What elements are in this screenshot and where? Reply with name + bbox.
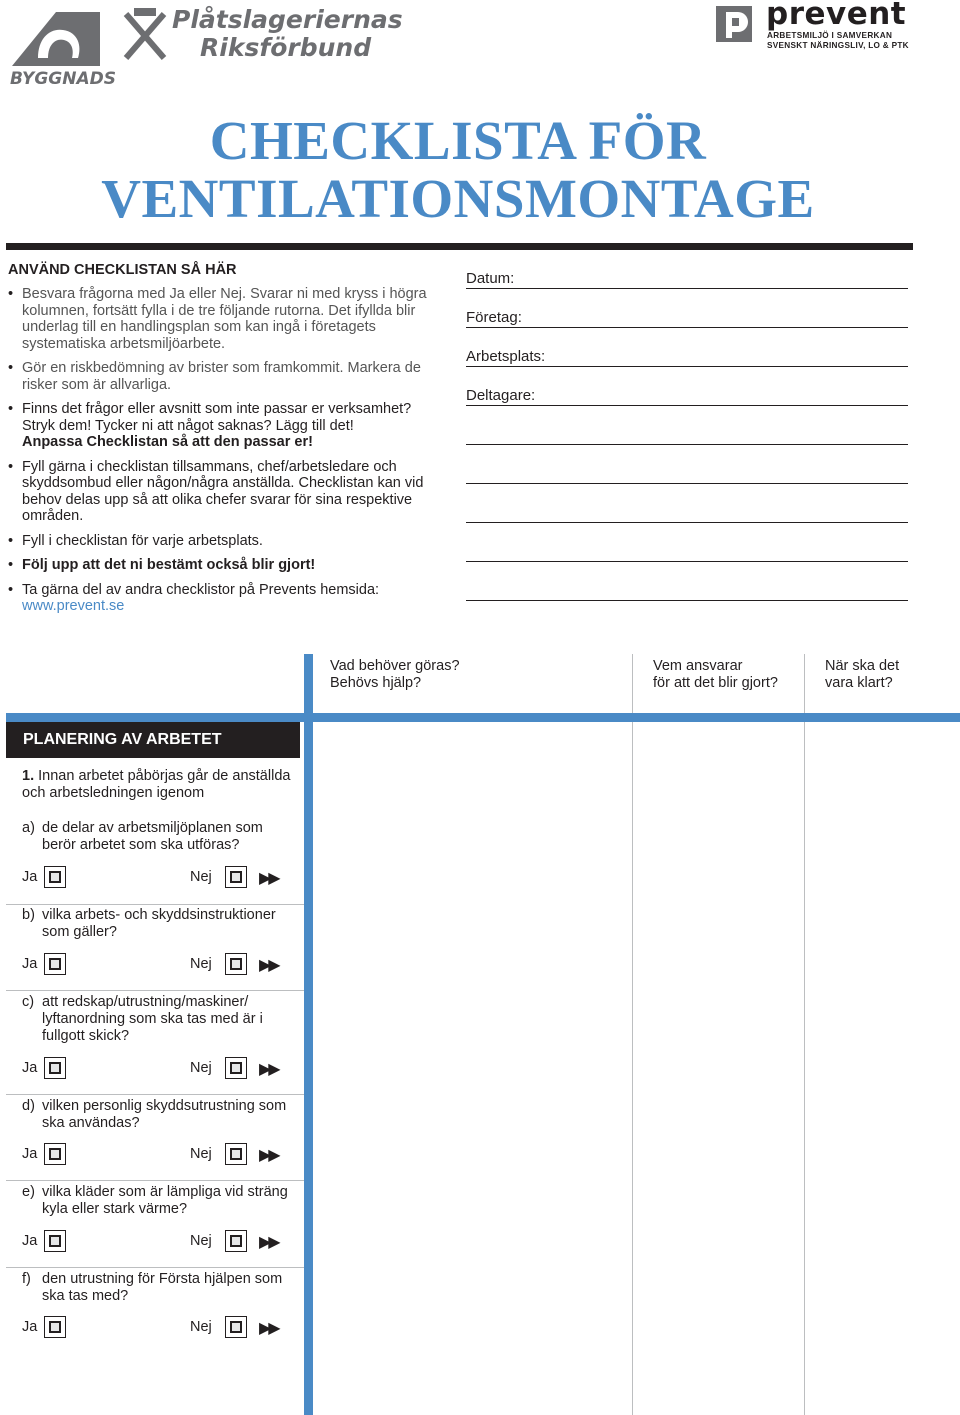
- section-heading: PLANERING AV ARBETET: [6, 722, 300, 758]
- nej-checkbox[interactable]: [225, 1230, 247, 1252]
- ja-checkbox[interactable]: [44, 1057, 66, 1079]
- question-item-e: e) vilka kläder som är lämpliga vid sträng kyla eller stark värme?: [22, 1184, 288, 1217]
- ja-checkbox[interactable]: [44, 953, 66, 975]
- row-separator: [6, 904, 304, 905]
- row-separator: [6, 1267, 304, 1268]
- arbetsplats-field[interactable]: Arbetsplats:: [466, 328, 908, 367]
- instruction-item: • Följ upp att det ni bestämt också blir gjort!: [8, 557, 438, 574]
- instruction-item: • Fyll gärna i checklistan tillsammans, chef/arbetsledare och skyddsombud eller någon/några anställda. Checklistan kan vid behov delas upp så att olika chefer svarar för sina respektive områden.: [8, 459, 438, 525]
- ja-checkbox[interactable]: [44, 866, 66, 888]
- answer-row-a: Ja Nej ▶▶: [22, 866, 302, 892]
- row-separator: [6, 1180, 304, 1181]
- instruction-item: • Besvara frågorna med Ja eller Nej. Svarar ni med kryss i högra kolumnen, fortsätt fylla i de tre följande rutorna. Det ifyllda blir underlag till en handlingsplan som kan ingå i företagets systematiska arbetsmiljöarbete.: [8, 286, 438, 352]
- ja-checkbox[interactable]: [44, 1143, 66, 1165]
- question-item-c: c) att redskap/utrustning/maskiner/ lyftanordning som ska tas med är i fullgott skick?: [22, 994, 263, 1044]
- deltagare-line[interactable]: [466, 523, 908, 562]
- title-divider: [6, 243, 913, 250]
- answer-row-d: Ja Nej ▶▶: [22, 1143, 302, 1169]
- column-header-who: Vem ansvarar för att det blir gjort?: [653, 658, 778, 691]
- plat-logo-text: Plåtslageriernas Riksförbund: [172, 5, 403, 62]
- answer-row-c: Ja Nej ▶▶: [22, 1057, 302, 1083]
- answer-row-e: Ja Nej ▶▶: [22, 1230, 302, 1256]
- datum-field[interactable]: Datum:: [466, 266, 908, 289]
- instructions-list: [8, 286, 438, 623]
- continue-arrow-icon: ▶▶: [259, 1147, 278, 1164]
- question-item-f: f) den utrustning för Första hjälpen som ska tas med?: [22, 1271, 283, 1304]
- info-form: [466, 266, 908, 601]
- column-divider: [804, 654, 805, 1415]
- instruction-item: • Ta gärna del av andra checklistor på Prevents hemsida: www.prevent.se: [8, 582, 438, 615]
- nej-checkbox[interactable]: [225, 1057, 247, 1079]
- question-item-b: b) vilka arbets- och skyddsinstruktioner som gäller?: [22, 907, 276, 940]
- continue-arrow-icon: ▶▶: [259, 1061, 278, 1078]
- answer-row-b: Ja Nej ▶▶: [22, 953, 302, 979]
- prevent-link[interactable]: www.prevent.se: [22, 598, 125, 614]
- column-divider: [632, 654, 633, 1415]
- prevent-tagline: ARBETSMILJÖ I SAMVERKAN SVENSKT NÄRINGSLIV, LO & PTK: [767, 31, 909, 50]
- foretag-field[interactable]: Företag:: [466, 289, 908, 328]
- plat-tools-icon: [120, 6, 170, 64]
- row-separator: [6, 1094, 304, 1095]
- instructions-heading: ANVÄND CHECKLISTAN SÅ HÄR: [8, 262, 237, 278]
- instruction-item: • Fyll i checklistan för varje arbetsplats.: [8, 533, 438, 550]
- nej-checkbox[interactable]: [225, 1143, 247, 1165]
- ja-checkbox[interactable]: [44, 1230, 66, 1252]
- svg-text:BYGGNADS: BYGGNADS: [10, 69, 116, 89]
- table-horizontal-bar: [6, 713, 960, 722]
- column-header-what: Vad behöver göras? Behövs hjälp?: [330, 658, 460, 691]
- byggnads-logo: [8, 8, 116, 90]
- continue-arrow-icon: ▶▶: [259, 1234, 278, 1251]
- page-title: CHECKLISTA FÖR VENTILATIONSMONTAGE: [101, 110, 815, 229]
- deltagare-field[interactable]: Deltagare:: [466, 367, 908, 406]
- continue-arrow-icon: ▶▶: [259, 870, 278, 887]
- continue-arrow-icon: ▶▶: [259, 1320, 278, 1337]
- deltagare-line[interactable]: [466, 445, 908, 484]
- instruction-item: • Finns det frågor eller avsnitt som inte passar er verksamhet? Stryk dem! Tycker ni att något saknas? Lägg till det! Anpassa Checklistan så att den passar er!: [8, 401, 438, 451]
- prevent-logo-word: prevent: [766, 0, 907, 32]
- question-item-d: d) vilken personlig skyddsutrustning som ska användas?: [22, 1098, 287, 1131]
- ja-checkbox[interactable]: [44, 1316, 66, 1338]
- table-vertical-bar: [304, 654, 313, 1415]
- row-separator: [6, 990, 304, 991]
- continue-arrow-icon: ▶▶: [259, 957, 278, 974]
- nej-checkbox[interactable]: [225, 1316, 247, 1338]
- column-header-when: När ska det vara klart?: [825, 658, 900, 691]
- question-1: 1. Innan arbetet påbörjas går de anställda och arbetsledningen igenom: [22, 768, 291, 801]
- deltagare-line[interactable]: [466, 484, 908, 523]
- nej-checkbox[interactable]: [225, 866, 247, 888]
- nej-checkbox[interactable]: [225, 953, 247, 975]
- instruction-item: • Gör en riskbedömning av brister som framkommit. Markera de risker som är allvarliga.: [8, 360, 438, 393]
- prevent-logo-mark: [716, 6, 752, 42]
- deltagare-line[interactable]: [466, 406, 908, 445]
- answer-row-f: Ja Nej ▶▶: [22, 1316, 302, 1342]
- deltagare-line[interactable]: [466, 562, 908, 601]
- question-item-a: a) de delar av arbetsmiljöplanen som berör arbetet som ska utföras?: [22, 820, 263, 853]
